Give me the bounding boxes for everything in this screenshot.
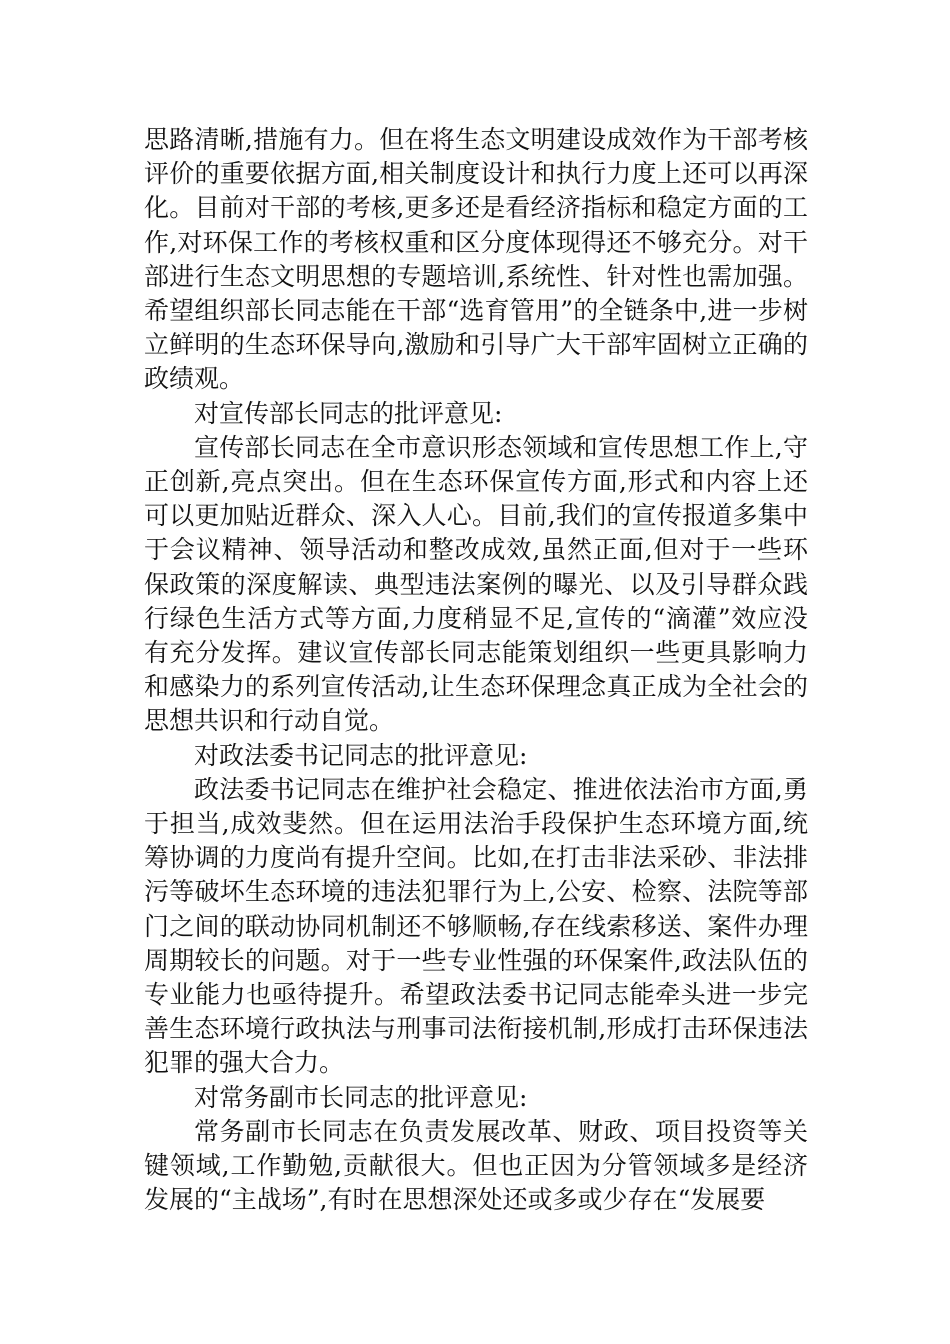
heading-political-legal-criticism: 对政法委书记同志的批评意见: xyxy=(194,740,528,770)
paragraph-executive-vice-mayor-criticism: 常务副市长同志在负责发展改革、财政、项目投资等关键领域,工作勤勉,贡献很大。但也正因为分管领域多是经济发展的“主战场”,有时在思想深处还或多或少存在“发展要 xyxy=(144,1116,808,1215)
paragraph-organization-continuation: 思路清晰,措施有力。但在将生态文明建设成效作为干部考核评价的重要依据方面,相关制度设计和执行力度上还可以再深化。目前对干部的考核,更多还是看经济指标和稳定方面的工作,对环保工作的考核权重和区分度体现得还不够充分。对干部进行生态文明思想的专题培训,系统性、针对性也需加强。希望组织部长同志能在干部“选育管用”的全链条中,进一步树立鲜明的生态环保导向,激励和引导广大干部牢固树立正确的政绩观。 xyxy=(144,125,808,394)
heading-propaganda-criticism: 对宣传部长同志的批评意见: xyxy=(194,398,503,428)
paragraph-political-legal-criticism: 政法委书记同志在维护社会稳定、推进依法治市方面,勇于担当,成效斐然。但在运用法治手段保护生态环境方面,统筹协调的力度尚有提升空间。比如,在打击非法采砂、非法排污等破坏生态环境的违法犯罪行为上,公安、检察、法院等部门之间的联动协同机制还不够顺畅,存在线索移送、案件办理周期较长的问题。对于一些专业性强的环保案件,政法队伍的专业能力也亟待提升。希望政法委书记同志能牵头进一步完善生态环境行政执法与刑事司法衔接机制,形成打击环保违法犯罪的强大合力。 xyxy=(144,774,808,1078)
document-page xyxy=(144,123,808,1218)
paragraph-propaganda-criticism: 宣传部长同志在全市意识形态领域和宣传思想工作上,守正创新,亮点突出。但在生态环保宣传方面,形式和内容上还可以更加贴近群众、深入人心。目前,我们的宣传报道多集中于会议精神、领导活动和整改成效,虽然正面,但对于一些环保政策的深度解读、典型违法案例的曝光、以及引导群众践行绿色生活方式等方面,力度稍显不足,宣传的“滴灌”效应没有充分发挥。建议宣传部长同志能策划组织一些更具影响力和感染力的系列宣传活动,让生态环保理念真正成为全社会的思想共识和行动自觉。 xyxy=(144,432,808,736)
heading-executive-vice-mayor-criticism: 对常务副市长同志的批评意见: xyxy=(194,1082,528,1112)
